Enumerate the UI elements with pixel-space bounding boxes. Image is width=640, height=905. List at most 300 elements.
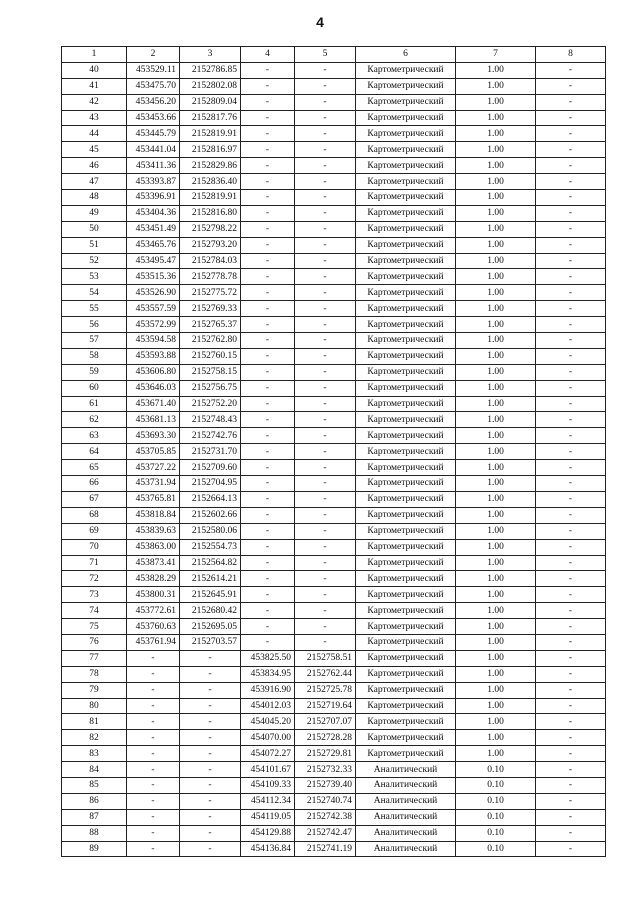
y-old-cell: 2152762.80 [180,333,241,349]
table-row [62,205,606,221]
y-old-cell: 2152760.15 [180,348,241,364]
x-new-cell: - [241,205,295,221]
x-old-cell: 453515.36 [127,269,180,285]
point-number-cell: 50 [62,221,127,237]
column-header: 7 [456,47,536,63]
table-row [62,666,606,682]
x-old-cell: 453465.76 [127,237,180,253]
method-cell: Картометрический [356,126,456,142]
point-number-cell: 83 [62,746,127,762]
x-new-cell: - [241,78,295,94]
x-old-cell: 453606.80 [127,364,180,380]
y-old-cell: 2152816.80 [180,205,241,221]
method-cell: Картометрический [356,746,456,762]
x-new-cell: - [241,190,295,206]
note-cell: - [536,619,606,635]
method-cell: Аналитический [356,762,456,778]
accuracy-cell: 1.00 [456,396,536,412]
note-cell: - [536,491,606,507]
point-number-cell: 70 [62,539,127,555]
accuracy-cell: 0.10 [456,841,536,857]
x-old-cell: 453828.29 [127,571,180,587]
accuracy-cell: 1.00 [456,190,536,206]
note-cell: - [536,587,606,603]
table-row [62,555,606,571]
x-old-cell: 453396.91 [127,190,180,206]
note-cell: - [536,539,606,555]
x-new-cell: - [241,539,295,555]
method-cell: Картометрический [356,190,456,206]
method-cell: Картометрический [356,587,456,603]
method-cell: Аналитический [356,777,456,793]
accuracy-cell: 1.00 [456,666,536,682]
point-number-cell: 54 [62,285,127,301]
x-old-cell: 453693.30 [127,428,180,444]
x-old-cell: 453731.94 [127,476,180,492]
y-old-cell: 2152756.75 [180,380,241,396]
x-new-cell: - [241,634,295,650]
x-old-cell: - [127,714,180,730]
y-old-cell: - [180,698,241,714]
y-old-cell: 2152704.95 [180,476,241,492]
x-old-cell: 453800.31 [127,587,180,603]
accuracy-cell: 1.00 [456,158,536,174]
x-old-cell: 453572.99 [127,317,180,333]
x-old-cell: 453646.03 [127,380,180,396]
table-row [62,62,606,78]
method-cell: Аналитический [356,793,456,809]
method-cell: Картометрический [356,555,456,571]
x-new-cell: - [241,364,295,380]
accuracy-cell: 1.00 [456,444,536,460]
y-old-cell: - [180,777,241,793]
method-cell: Картометрический [356,317,456,333]
note-cell: - [536,762,606,778]
x-old-cell: 453705.85 [127,444,180,460]
point-number-cell: 76 [62,634,127,650]
method-cell: Картометрический [356,730,456,746]
point-number-cell: 66 [62,476,127,492]
y-old-cell: 2152786.85 [180,62,241,78]
y-old-cell: - [180,841,241,857]
column-header: 6 [356,47,456,63]
table-row [62,825,606,841]
table-body [62,62,606,857]
x-new-cell: 454109.33 [241,777,295,793]
accuracy-cell: 1.00 [456,348,536,364]
x-old-cell: - [127,841,180,857]
note-cell: - [536,571,606,587]
note-cell: - [536,221,606,237]
table-row [62,476,606,492]
accuracy-cell: 1.00 [456,714,536,730]
table-row [62,507,606,523]
table-row [62,809,606,825]
x-old-cell: 453445.79 [127,126,180,142]
method-cell: Картометрический [356,539,456,555]
note-cell: - [536,634,606,650]
x-old-cell: 453453.66 [127,110,180,126]
y-old-cell: 2152695.05 [180,619,241,635]
y-new-cell: - [295,571,356,587]
y-new-cell: - [295,110,356,126]
note-cell: - [536,205,606,221]
x-new-cell: - [241,269,295,285]
method-cell: Картометрический [356,205,456,221]
x-old-cell: 453557.59 [127,301,180,317]
table-header-row [62,47,606,63]
method-cell: Картометрический [356,62,456,78]
x-new-cell: - [241,221,295,237]
point-number-cell: 68 [62,507,127,523]
accuracy-cell: 0.10 [456,793,536,809]
x-new-cell: - [241,301,295,317]
x-new-cell: - [241,555,295,571]
accuracy-cell: 1.00 [456,205,536,221]
point-number-cell: 41 [62,78,127,94]
x-new-cell: 454070.00 [241,730,295,746]
point-number-cell: 59 [62,364,127,380]
y-old-cell: 2152769.33 [180,301,241,317]
y-old-cell: 2152778.78 [180,269,241,285]
x-new-cell: - [241,142,295,158]
x-old-cell: 453671.40 [127,396,180,412]
note-cell: - [536,666,606,682]
note-cell: - [536,777,606,793]
accuracy-cell: 1.00 [456,380,536,396]
x-old-cell: - [127,730,180,746]
y-old-cell: - [180,730,241,746]
note-cell: - [536,301,606,317]
y-old-cell: 2152645.91 [180,587,241,603]
point-number-cell: 78 [62,666,127,682]
accuracy-cell: 1.00 [456,539,536,555]
x-new-cell: - [241,587,295,603]
y-new-cell: - [295,523,356,539]
table-row [62,762,606,778]
point-number-cell: 45 [62,142,127,158]
y-new-cell: 2152707.07 [295,714,356,730]
table-row [62,380,606,396]
point-number-cell: 77 [62,650,127,666]
y-new-cell: 2152732.33 [295,762,356,778]
y-old-cell: 2152809.04 [180,94,241,110]
y-new-cell: - [295,142,356,158]
y-new-cell: - [295,348,356,364]
method-cell: Картометрический [356,364,456,380]
note-cell: - [536,809,606,825]
y-new-cell: - [295,412,356,428]
note-cell: - [536,444,606,460]
table-row [62,142,606,158]
note-cell: - [536,78,606,94]
y-old-cell: 2152819.91 [180,190,241,206]
x-old-cell: - [127,650,180,666]
point-number-cell: 73 [62,587,127,603]
column-header: 8 [536,47,606,63]
accuracy-cell: 1.00 [456,221,536,237]
note-cell: - [536,841,606,857]
accuracy-cell: 1.00 [456,555,536,571]
accuracy-cell: 1.00 [456,476,536,492]
y-old-cell: 2152731.70 [180,444,241,460]
y-new-cell: - [295,94,356,110]
method-cell: Картометрический [356,174,456,190]
accuracy-cell: 1.00 [456,412,536,428]
y-new-cell: - [295,317,356,333]
note-cell: - [536,142,606,158]
x-new-cell: 454129.88 [241,825,295,841]
y-new-cell: 2152742.38 [295,809,356,825]
point-number-cell: 75 [62,619,127,635]
table-row [62,730,606,746]
y-new-cell: - [295,221,356,237]
x-old-cell: - [127,793,180,809]
y-new-cell: - [295,333,356,349]
y-new-cell: 2152762.44 [295,666,356,682]
x-old-cell: 453772.61 [127,603,180,619]
method-cell: Картометрический [356,571,456,587]
table-row [62,317,606,333]
x-new-cell: - [241,460,295,476]
column-header: 2 [127,47,180,63]
x-new-cell: - [241,62,295,78]
x-old-cell: 453495.47 [127,253,180,269]
method-cell: Картометрический [356,380,456,396]
method-cell: Картометрический [356,237,456,253]
coordinates-table [61,46,606,857]
y-new-cell: - [295,507,356,523]
point-number-cell: 64 [62,444,127,460]
x-old-cell: 453441.04 [127,142,180,158]
y-new-cell: 2152741.19 [295,841,356,857]
y-old-cell: - [180,825,241,841]
accuracy-cell: 1.00 [456,460,536,476]
x-old-cell: 453456.20 [127,94,180,110]
method-cell: Картометрический [356,650,456,666]
y-new-cell: 2152728.28 [295,730,356,746]
accuracy-cell: 1.00 [456,317,536,333]
y-old-cell: 2152765.37 [180,317,241,333]
y-old-cell: - [180,746,241,762]
note-cell: - [536,269,606,285]
y-old-cell: 2152836.40 [180,174,241,190]
y-old-cell: 2152564.82 [180,555,241,571]
point-number-cell: 84 [62,762,127,778]
method-cell: Картометрический [356,619,456,635]
point-number-cell: 67 [62,491,127,507]
y-new-cell: - [295,444,356,460]
y-old-cell: - [180,809,241,825]
method-cell: Картометрический [356,348,456,364]
table-row [62,587,606,603]
x-new-cell: - [241,444,295,460]
x-old-cell: - [127,682,180,698]
accuracy-cell: 1.00 [456,364,536,380]
note-cell: - [536,460,606,476]
table-row [62,682,606,698]
y-new-cell: 2152742.47 [295,825,356,841]
accuracy-cell: 0.10 [456,825,536,841]
x-new-cell: - [241,603,295,619]
point-number-cell: 60 [62,380,127,396]
point-number-cell: 69 [62,523,127,539]
table-row [62,221,606,237]
point-number-cell: 49 [62,205,127,221]
y-new-cell: - [295,428,356,444]
point-number-cell: 57 [62,333,127,349]
x-new-cell: - [241,571,295,587]
method-cell: Картометрический [356,142,456,158]
accuracy-cell: 1.00 [456,333,536,349]
note-cell: - [536,348,606,364]
y-old-cell: 2152742.76 [180,428,241,444]
point-number-cell: 52 [62,253,127,269]
x-old-cell: - [127,825,180,841]
y-new-cell: - [295,364,356,380]
table-row [62,396,606,412]
y-new-cell: 2152739.40 [295,777,356,793]
y-new-cell: - [295,555,356,571]
method-cell: Картометрический [356,301,456,317]
point-number-cell: 58 [62,348,127,364]
method-cell: Картометрический [356,682,456,698]
method-cell: Картометрический [356,428,456,444]
point-number-cell: 62 [62,412,127,428]
y-new-cell: - [295,396,356,412]
method-cell: Картометрический [356,666,456,682]
method-cell: Картометрический [356,285,456,301]
method-cell: Картометрический [356,444,456,460]
y-new-cell: 2152740.74 [295,793,356,809]
x-new-cell: - [241,476,295,492]
point-number-cell: 82 [62,730,127,746]
method-cell: Картометрический [356,396,456,412]
y-new-cell: - [295,285,356,301]
y-new-cell: - [295,380,356,396]
accuracy-cell: 1.00 [456,237,536,253]
x-new-cell: - [241,396,295,412]
x-new-cell: - [241,126,295,142]
x-old-cell: 453761.94 [127,634,180,650]
accuracy-cell: 1.00 [456,571,536,587]
accuracy-cell: 1.00 [456,428,536,444]
y-old-cell: - [180,714,241,730]
y-new-cell: 2152719.64 [295,698,356,714]
x-old-cell: 453393.87 [127,174,180,190]
method-cell: Картометрический [356,333,456,349]
accuracy-cell: 1.00 [456,682,536,698]
accuracy-cell: 1.00 [456,126,536,142]
note-cell: - [536,174,606,190]
note-cell: - [536,476,606,492]
x-new-cell: - [241,110,295,126]
table-row [62,126,606,142]
accuracy-cell: 1.00 [456,78,536,94]
y-old-cell: 2152664.13 [180,491,241,507]
y-old-cell: 2152680.42 [180,603,241,619]
point-number-cell: 55 [62,301,127,317]
y-old-cell: 2152709.60 [180,460,241,476]
point-number-cell: 43 [62,110,127,126]
y-new-cell: - [295,126,356,142]
accuracy-cell: 1.00 [456,110,536,126]
point-number-cell: 47 [62,174,127,190]
column-header: 5 [295,47,356,63]
y-old-cell: 2152819.91 [180,126,241,142]
table-row [62,333,606,349]
point-number-cell: 56 [62,317,127,333]
point-number-cell: 71 [62,555,127,571]
note-cell: - [536,126,606,142]
method-cell: Картометрический [356,94,456,110]
point-number-cell: 81 [62,714,127,730]
y-old-cell: 2152703.57 [180,634,241,650]
accuracy-cell: 1.00 [456,174,536,190]
x-old-cell: - [127,762,180,778]
table-row [62,285,606,301]
page-number: 4 [316,14,324,30]
table-row [62,94,606,110]
table-row [62,412,606,428]
accuracy-cell: 1.00 [456,634,536,650]
method-cell: Картометрический [356,158,456,174]
y-old-cell: 2152554.73 [180,539,241,555]
note-cell: - [536,698,606,714]
accuracy-cell: 1.00 [456,253,536,269]
x-old-cell: - [127,698,180,714]
x-new-cell: - [241,619,295,635]
x-old-cell: - [127,777,180,793]
x-new-cell: - [241,285,295,301]
x-new-cell: 454119.05 [241,809,295,825]
accuracy-cell: 1.00 [456,507,536,523]
x-new-cell: - [241,523,295,539]
table-row [62,698,606,714]
table-row [62,650,606,666]
x-old-cell: 453863.00 [127,539,180,555]
note-cell: - [536,364,606,380]
table-row [62,571,606,587]
x-new-cell: - [241,317,295,333]
note-cell: - [536,825,606,841]
method-cell: Картометрический [356,460,456,476]
note-cell: - [536,317,606,333]
method-cell: Картометрический [356,253,456,269]
note-cell: - [536,380,606,396]
point-number-cell: 79 [62,682,127,698]
y-old-cell: 2152602.66 [180,507,241,523]
accuracy-cell: 1.00 [456,730,536,746]
y-new-cell: - [295,460,356,476]
table-row [62,190,606,206]
point-number-cell: 65 [62,460,127,476]
note-cell: - [536,412,606,428]
y-new-cell: - [295,205,356,221]
x-new-cell: - [241,253,295,269]
x-old-cell: - [127,746,180,762]
point-number-cell: 63 [62,428,127,444]
y-new-cell: - [295,634,356,650]
y-new-cell: - [295,491,356,507]
table-row [62,491,606,507]
accuracy-cell: 1.00 [456,94,536,110]
table-row [62,364,606,380]
point-number-cell: 61 [62,396,127,412]
y-new-cell: - [295,619,356,635]
y-new-cell: - [295,174,356,190]
x-old-cell: 453593.88 [127,348,180,364]
